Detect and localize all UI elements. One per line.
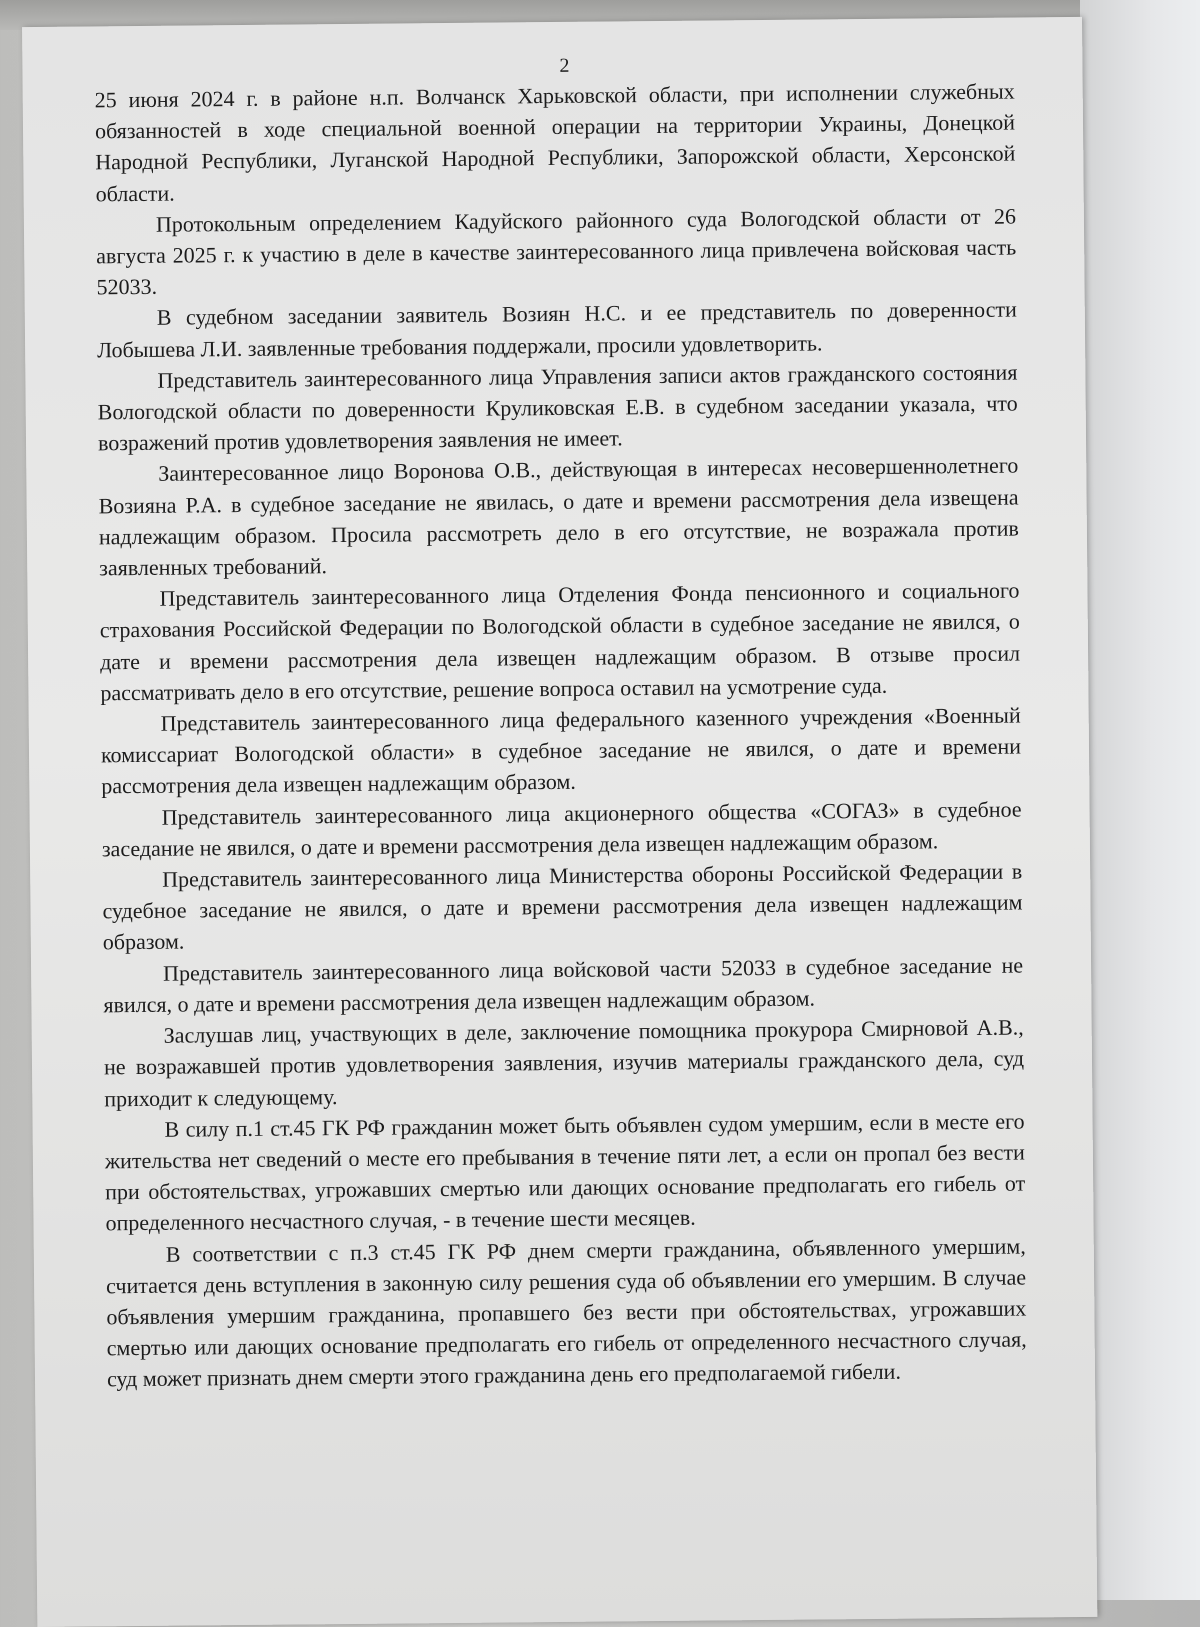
paragraph-1: 25 июня 2024 г. в районе н.п. Волчанск Харьковской области, при исполнении служебных обязанностей в ходе специальной военной операции на территории Украины, Донецкой Народной Республики, Луганской Народной Республики, Запорожской области, Херсонской области.	[94, 78, 1016, 206]
paragraph-13: В соответствии с п.3 ст.45 ГК РФ днем смерти гражданина, объявленного умершим, считается день вступления в законную силу решения суда об объявлении его умершим. В случае объявления умершим гражданина, пропавшего без вести при обстоятельствах, угрожавших смертью или дающих основание предполагать его гибель от определенного несчастного случая, суд может признать днем смерти этого гражданина день его предполагаемой гибели.	[105, 1233, 1027, 1392]
paragraph-6: Представитель заинтересованного лица Отделения Фонда пенсионного и социального страхования Российской Федерации по Вологодской области в судебное заседание не явился, о дате и времени рассмотрения дела извещен надлежащим образом. В отзыве просил рассматривать дело в его отсутствие, решение вопроса оставил на усмотрение суда.	[99, 577, 1021, 706]
paragraph-7: Представитель заинтересованного лица федерального казенного учреждения «Военный комиссариат Вологодской области» в судебное заседание не явился, о дате и времени рассмотрения дела извещен надлежащим образом.	[100, 702, 1022, 799]
photo-background-right	[1080, 0, 1200, 1600]
paragraph-8: Представитель заинтересованного лица акционерного общества «СОГАЗ» в судебное заседание не явился, о дате и времени рассмотрения дела извещен надлежащим образом.	[101, 796, 1022, 862]
document-page	[22, 17, 1097, 1627]
paragraph-11: Заслушав лиц, участвующих в деле, заключение помощника прокурора Смирновой А.В., не возражавшей против удовлетворения заявления, изучив материалы гражданского дела, суд приходит к следующему.	[103, 1014, 1025, 1111]
paragraph-4: Представитель заинтересованного лица Управления записи актов гражданского состояния Вологодской области по доверенности Круликовская Е.В. в судебном заседании указала, что возражений против удовлетворения заявления не имеет.	[97, 359, 1018, 456]
document-body	[94, 48, 1027, 1395]
paragraph-3: В судебном заседании заявитель Возиян Н.С. и ее представитель по доверенности Лобышева Л.И. заявленные требования поддержали, просили удовлетворить.	[97, 296, 1017, 363]
paragraph-2: Протокольным определением Кадуйского районного суда Вологодской области от 26 августа 2025 г. к участию в деле в качестве заинтересованного лица привлечена войсковая часть 52033.	[96, 203, 1017, 300]
paragraph-10: Представитель заинтересованного лица войсковой части 52033 в судебное заседание не явился, о дате и времени рассмотрения дела извещен надлежащим образом.	[103, 952, 1024, 1018]
page-number: 2	[559, 54, 570, 77]
paragraph-9: Представитель заинтересованного лица Министерства обороны Российской Федерации в судебное заседание не явился, о дате и времени рассмотрения дела извещен надлежащим образом.	[102, 858, 1023, 955]
paragraph-5: Заинтересованное лицо Воронова О.В., действующая в интересах несовершеннолетнего Возияна Р.А. в судебное заседание не явилась, о дате и времени рассмотрения дела извещена надлежащим образом. Просила рассмотреть дело в его отсутствие, не возражала против заявленных требований.	[98, 452, 1019, 581]
paragraph-12: В силу п.1 ст.45 ГК РФ гражданин может быть объявлен судом умершим, если в месте его жительства нет сведений о месте его пребывания в течение пяти лет, а если он пропал без вести при обстоятельствах, угрожавших смертью или дающих основание предполагать его гибель от определенного несчастного случая, - в течение шести месяцев.	[104, 1108, 1026, 1236]
